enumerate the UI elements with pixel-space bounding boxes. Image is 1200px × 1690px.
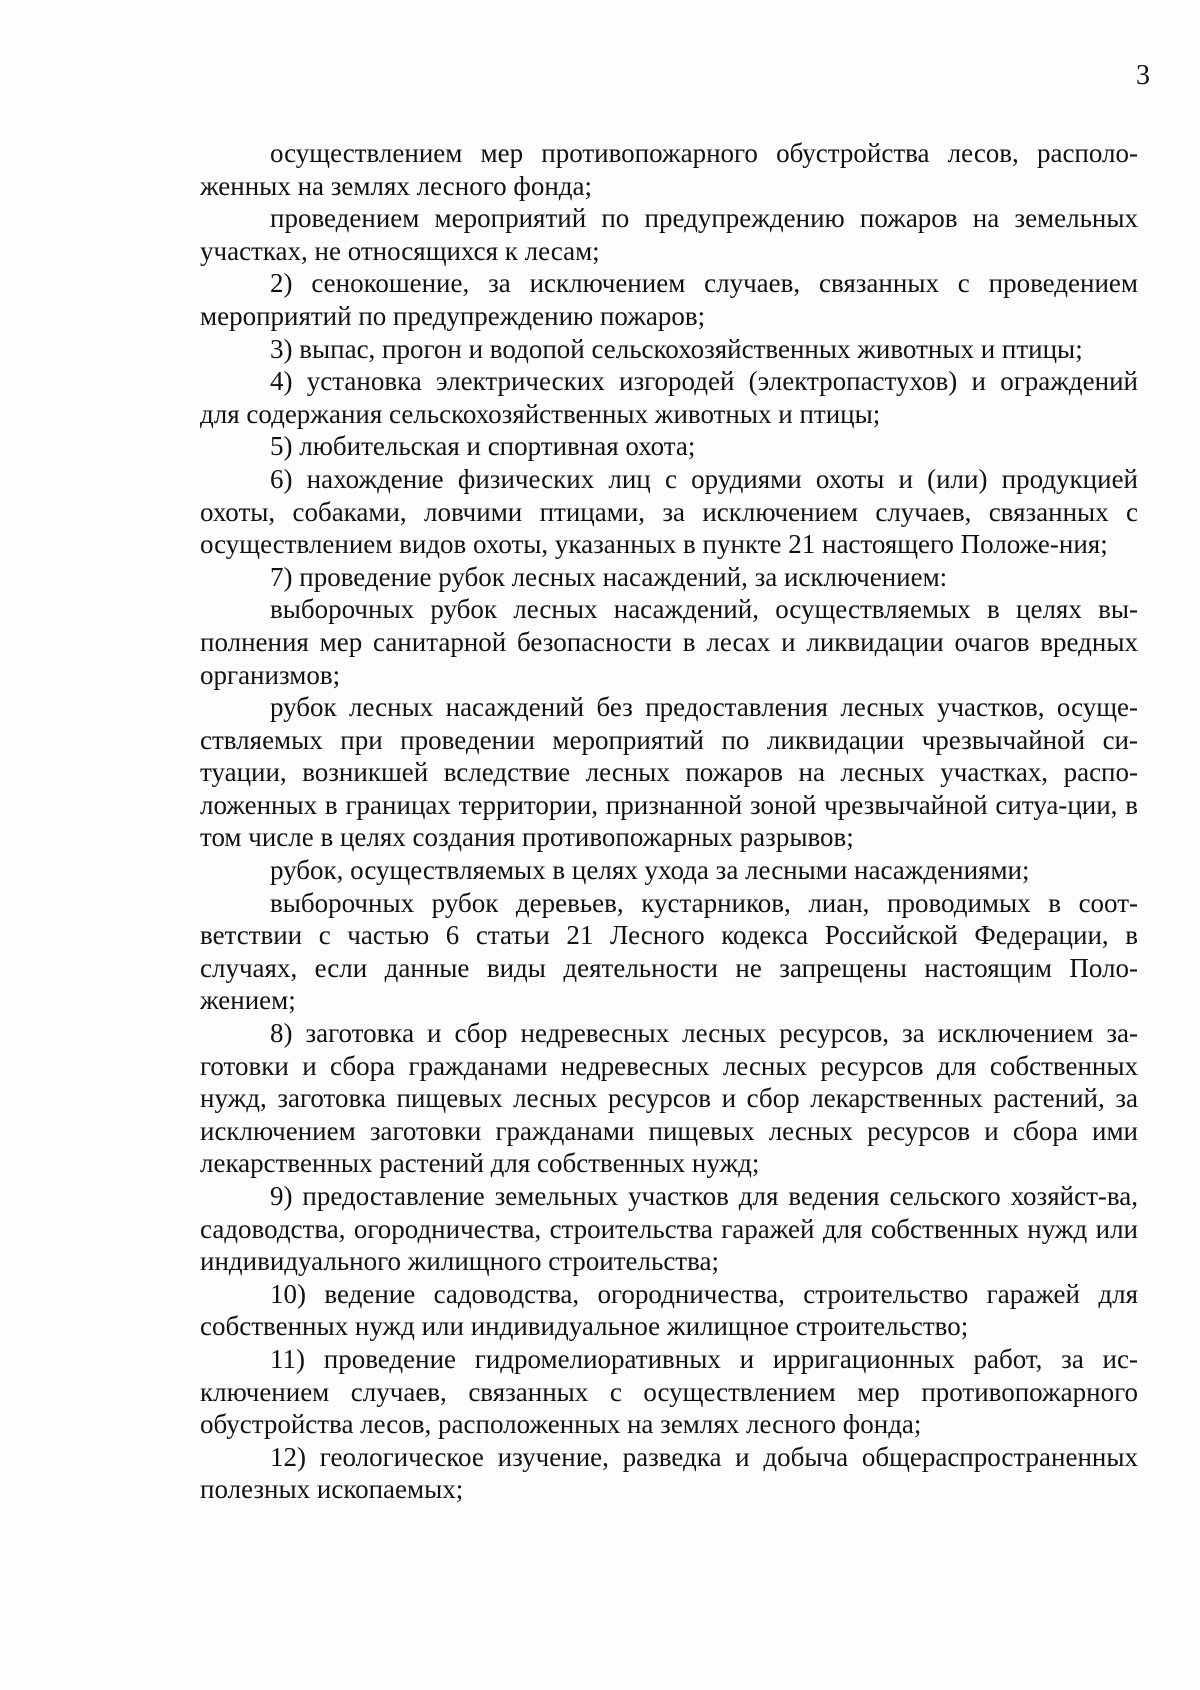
paragraph: 11) проведение гидромелиоративных и ирригационных работ, за ис-ключением случаев, связанных с осуществлением мер противопожарного обустройства лесов, расположенных на землях лесного фонда; xyxy=(200,1343,1138,1440)
paragraph: 6) нахождение физических лиц с орудиями охоты и (или) продукцией охоты, собаками, ловчими птицами, за исключением случаев, связанных с осуществлением видов охоты, указанных в пункте 21 настоящего Положе-ния; xyxy=(200,463,1138,560)
page-number: 3 xyxy=(1136,60,1150,91)
paragraph: проведением мероприятий по предупреждению пожаров на земельных участках, не относящихся к лесам; xyxy=(200,203,1138,266)
paragraph: 4) установка электрических изгородей (электропастухов) и ограждений для содержания сельскохозяйственных животных и птицы; xyxy=(200,366,1138,429)
paragraph: выборочных рубок лесных насаждений, осуществляемых в целях вы-полнения мер санитарной безопасности в лесах и ликвидации очагов вредных организмов; xyxy=(200,594,1138,690)
paragraph: 9) предоставление земельных участков для ведения сельского хозяйст-ва, садоводства, огородничества, строительства гаражей для собственных нужд или индивидуального жилищного строительства; xyxy=(200,1181,1138,1277)
paragraph: 8) заготовка и сбор недревесных лесных ресурсов, за исключением за-готовки и сбора гражданами недревесных лесных ресурсов для собственных нужд, заготовка пищевых лесных ресурсов и сбор лекарственных растений, за исключением заготовки гражданами пищевых лесных ресурсов и сбора ими лекарственных растений для собственных нужд; xyxy=(200,1018,1138,1179)
paragraph: рубок лесных насаждений без предоставления лесных участков, осуще-ствляемых при проведении мероприятий по ликвидации чрезвычайной си-туации, возникшей вследствие лесных пожаров на лесных участках, распо-ложенных в границах территории, признанной зоной чрезвычайной ситуа-ции, в том числе в целях создания противопожарных разрывов; xyxy=(200,692,1138,853)
paragraph: 12) геологическое изучение, разведка и добыча общераспространенных полезных ископаемых; xyxy=(200,1441,1138,1505)
paragraph: выборочных рубок деревьев, кустарников, лиан, проводимых в соот-ветствии с частью 6 статьи 21 Лесного кодекса Российской Федерации, в случаях, если данные виды деятельности не запрещены настоящим Поло-жением; xyxy=(200,887,1138,1016)
paragraph: 2) сенокошение, за исключением случаев, связанных с проведением мероприятий по предупреждению пожаров; xyxy=(200,268,1138,331)
paragraph: 3) выпас, прогон и водопой сельскохозяйственных животных и птицы; xyxy=(270,333,1083,364)
paragraph: 7) проведение рубок лесных насаждений, за исключением: xyxy=(270,561,948,592)
paragraph: осуществлением мер противопожарного обустройства лесов, располо-женных на землях лесного фонда; xyxy=(200,138,1138,201)
document-body xyxy=(200,137,1138,1506)
paragraph: 10) ведение садоводства, огородничества, строительство гаражей для собственных нужд или индивидуальное жилищное строительство; xyxy=(200,1278,1138,1342)
paragraph: 5) любительская и спортивная охота; xyxy=(270,431,696,462)
paragraph: рубок, осуществляемых в целях ухода за лесными насаждениями; xyxy=(270,855,1030,886)
